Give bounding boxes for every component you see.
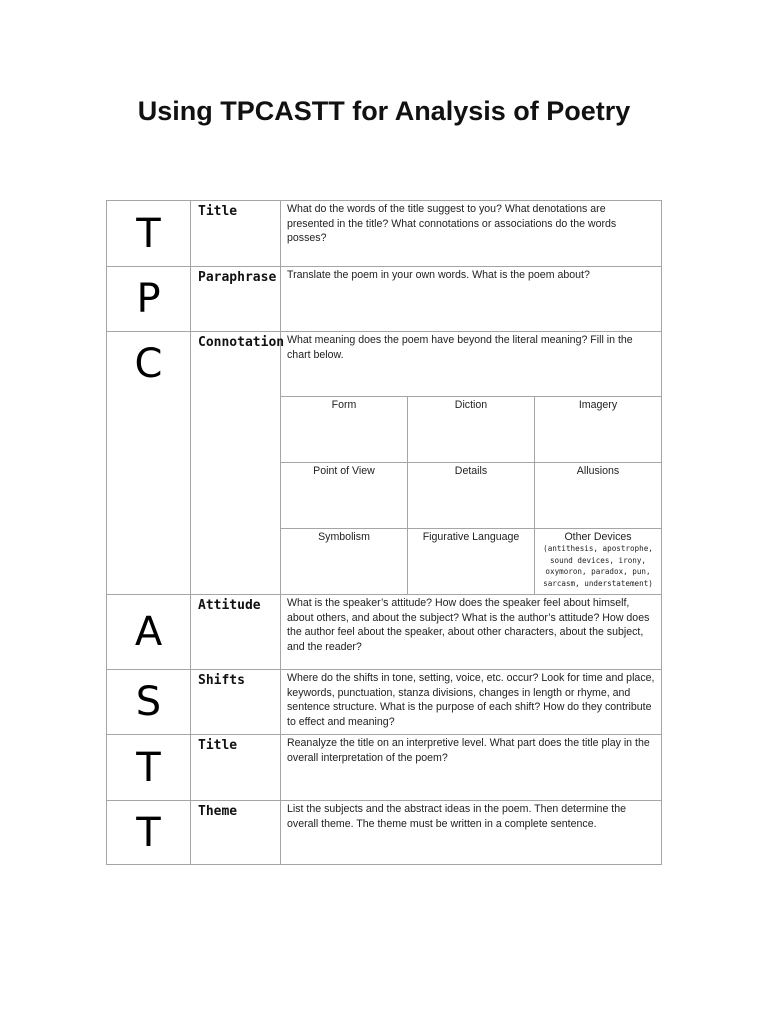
chart-cell-details: Details	[454, 465, 488, 477]
chart-cell-point-of-view: Point of View	[313, 465, 375, 477]
chart-divider	[407, 396, 408, 594]
description-connotation: What meaning does the poem have beyond the literal meaning? Fill in the chart below.	[287, 334, 633, 361]
chart-cell-diction: Diction	[454, 399, 488, 411]
description-attitude: What is the speaker’s attitude? How does the speaker feel about himself, about others, and about the subject? What is the author’s attitude? How does the author feel about the speaker, about other characters, about the subject, and the reader?	[287, 597, 650, 653]
description-theme: List the subjects and the abstract ideas in the poem. Then determine the overall theme. The theme must be written in a complete sentence.	[287, 803, 627, 830]
letter-c: C	[134, 341, 163, 387]
letter-s: S	[135, 679, 162, 725]
chart-cell-allusions: Allusions	[576, 465, 620, 477]
label-shifts: Shifts	[198, 673, 245, 688]
chart-cell-other-devices	[535, 529, 661, 589]
letter-t-retitle: T	[136, 744, 161, 791]
description-title-again: Reanalyze the title on an interpretive level. What part does the title play in the overall interpretation of the poem?	[287, 737, 650, 764]
letter-t-theme: T	[136, 809, 161, 856]
chart-cell-form: Form	[331, 399, 357, 411]
description-shifts: Where do the shifts in tone, setting, voice, etc. occur? Look for time and place, keywords, punctuation, stanza divisions, changes in length or rhyme, and sentence structure. What is the purpose of each shift? How do they contribute to effect and meaning?	[287, 672, 655, 728]
label-theme: Theme	[198, 804, 238, 819]
label-paraphrase: Paraphrase	[198, 270, 277, 285]
chart-cell-imagery: Imagery	[578, 399, 618, 411]
column-divider	[190, 201, 191, 864]
letter-a: A	[134, 609, 163, 655]
other-devices-note: (antithesis, apostrophe, sound devices, irony, oxymoron, paradox, pun, sarcasm, understatement)	[543, 544, 653, 588]
label-attitude: Attitude	[198, 598, 261, 613]
label-connotation: Connotation	[198, 335, 285, 350]
tpcastt-table	[106, 200, 662, 865]
chart-cell-figurative-language: Figurative Language	[422, 531, 520, 543]
description-paraphrase: Translate the poem in your own words. What is the poem about?	[287, 269, 590, 281]
chart-cell-symbolism: Symbolism	[318, 531, 370, 543]
description-title: What do the words of the title suggest to you? What denotations are presented in the title? What connotations or associations do the words posses?	[287, 203, 617, 244]
other-devices-label: Other Devices	[564, 531, 632, 543]
page-title: Using TPCASTT for Analysis of Poetry	[137, 96, 631, 126]
label-title-again: Title	[198, 738, 238, 753]
letter-p: P	[136, 276, 161, 322]
letter-t-title: T	[136, 210, 161, 257]
label-title: Title	[198, 204, 238, 219]
